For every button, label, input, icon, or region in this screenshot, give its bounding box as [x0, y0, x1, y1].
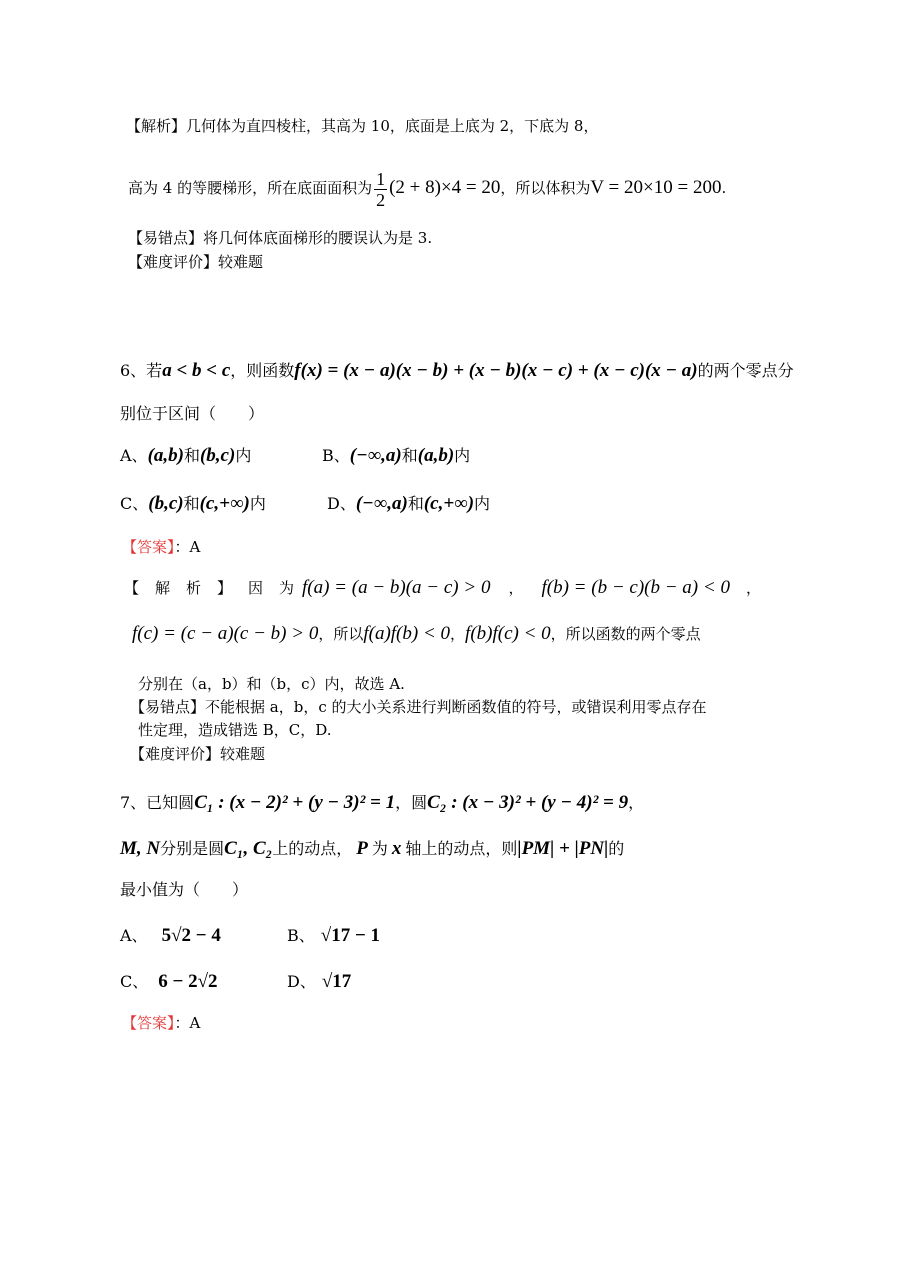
q6-stem-line1 — [120, 358, 794, 384]
q6-option-a-and: 和 — [183, 446, 200, 465]
q6-analysis-line1 — [124, 576, 310, 600]
q6-option-b-math2: (a,b) — [417, 445, 455, 466]
q7-option-c-label: C、 — [120, 972, 149, 991]
q6-analysis-comma2: ， — [745, 579, 761, 597]
q7-option-d-label: D、 — [287, 972, 316, 991]
q6-option-a-in: 内 — [235, 446, 252, 465]
q6-answer-label: 【答案】 — [122, 538, 175, 556]
q6-option-d-in: 内 — [474, 494, 491, 513]
q7-circle1: C₁ : (x − 2)² + (y − 3)² = 1 — [194, 792, 396, 813]
q6-function: f(x) = (x − a)(x − b) + (x − b)(x − c) + (x − c)(x − a) — [294, 360, 698, 381]
q7-line2-d: 轴上的动点，则 — [405, 839, 518, 858]
q6-option-d-math1: (−∞,a) — [355, 493, 408, 514]
q6-option-d-math2: (c,+∞) — [423, 493, 475, 514]
q6-stem-line2: 别位于区间（ ） — [120, 404, 265, 423]
q6-option-c-and: 和 — [183, 494, 200, 513]
q7-option-a-label: A、 — [120, 926, 148, 945]
q6-analysis-comma3: ， — [450, 625, 466, 643]
q6-analysis-line2 — [132, 622, 701, 646]
q5-difficulty: 【难度评价】较难题 — [128, 253, 264, 271]
q7-stem-mid: ，圆 — [395, 793, 428, 812]
q6-analysis-fbfc: f(b)f(c) < 0 — [465, 623, 551, 644]
q7-option-b — [287, 924, 380, 948]
q7-answer-value: ：A — [174, 1014, 201, 1032]
q7-answer-label: 【答案】 — [122, 1014, 175, 1032]
q6-analysis-fa: f(a) = (a − b)(a − c) > 0 — [302, 577, 491, 598]
q7-line2-c: 为 — [371, 839, 388, 858]
q7-option-d — [287, 970, 351, 994]
q6-analysis-so1: ，所以 — [318, 625, 364, 643]
q6-option-c-math2: (c,+∞) — [199, 493, 250, 514]
q6-option-a-label: A、 — [120, 446, 148, 465]
q7-line2-b: 上的动点， — [272, 839, 353, 858]
q7-option-a — [120, 924, 221, 948]
q6-error-point-line2: 性定理，造成错选 B，C，D. — [138, 721, 332, 739]
q6-option-c — [120, 492, 266, 516]
q6-option-a-math1: (a,b) — [147, 445, 184, 466]
q6-analysis-fc: f(c) = (c − a)(c − b) > 0 — [132, 623, 319, 644]
q7-stem-line1 — [120, 790, 644, 816]
q7-p: P — [356, 838, 368, 859]
q7-option-c-math: 6 − 2√2 — [158, 971, 218, 992]
q6-option-d-label: D、 — [327, 494, 356, 513]
q6-option-a — [120, 444, 251, 468]
q6-analysis-fb: f(b) = (b − c)(b − a) < 0 — [541, 577, 730, 598]
q5-analysis-line1: 【解析】几何体为直四棱柱，其高为 10，底面是上底为 2，下底为 8， — [126, 117, 599, 135]
q7-option-d-math: √17 — [321, 971, 352, 992]
q5-analysis-text-pre: 高为 4 的等腰梯形，所在底面面积为 — [128, 179, 373, 197]
q5-area-formula: (2 + 8)×4 = 20 — [389, 177, 501, 198]
q6-option-c-math1: (b,c) — [148, 493, 184, 514]
q6-error-point-line1: 【易错点】不能根据 a，b，c 的大小关系进行判断函数值的符号，或错误利用零点存在 — [130, 698, 707, 716]
q6-stem-post: 的两个零点分 — [697, 361, 794, 380]
q7-option-a-math: 5√2 − 4 — [161, 925, 221, 946]
q5-analysis-line2 — [128, 168, 726, 208]
q7-line2-a: 分别是圆 — [160, 839, 225, 858]
q6-analysis-so2: ，所以函数的两个零点 — [550, 625, 701, 643]
q6-stem-pre: 6、若 — [120, 361, 163, 380]
q7-option-b-label: B、 — [287, 926, 315, 945]
q6-option-b-label: B、 — [322, 446, 350, 465]
q6-analysis-comma1: ， — [508, 579, 524, 597]
q7-circle2: C₂ : (x − 3)² + (y − 4)² = 9 — [427, 792, 629, 813]
q7-stem-pre: 7、已知圆 — [120, 793, 195, 812]
q5-analysis-text-mid: ，所以体积为 — [500, 179, 591, 197]
q6-analysis-line1-math — [302, 576, 761, 600]
q7-option-b-math: √17 − 1 — [320, 925, 381, 946]
q5-volume-formula: V = 20×10 = 200 — [590, 177, 722, 198]
q7-stem-comma: ， — [628, 793, 645, 812]
q7-stem-line3: 最小值为（ ） — [120, 880, 249, 899]
q5-fraction-denominator: 2 — [376, 189, 386, 210]
q6-analysis-line3: 分别在（a，b）和（b，c）内，故选 A. — [138, 675, 405, 693]
q6-answer-value: ：A — [174, 538, 201, 556]
q6-analysis-fafb: f(a)f(b) < 0 — [363, 623, 451, 644]
q7-answer — [122, 1013, 200, 1033]
q7-line2-e: 的 — [608, 839, 625, 858]
q7-c1c2: C₁, C₂ — [224, 838, 273, 859]
q6-analysis-label: 【解析】因为 — [124, 579, 311, 597]
q6-option-b-math1: (−∞,a) — [349, 445, 402, 466]
q6-option-b-in: 内 — [454, 446, 471, 465]
q6-option-d-and: 和 — [407, 494, 424, 513]
q7-x: x — [391, 838, 402, 859]
q7-mn: M, N — [120, 838, 161, 859]
q6-option-c-label: C、 — [120, 494, 149, 513]
q5-analysis-text-end: . — [721, 179, 727, 197]
q6-option-a-math2: (b,c) — [199, 445, 236, 466]
q6-option-d — [327, 492, 490, 516]
q6-option-c-in: 内 — [249, 494, 266, 513]
q6-option-b — [322, 444, 470, 468]
q7-expr: |PM| + |PN| — [517, 838, 609, 859]
q5-error-point: 【易错点】将几何体底面梯形的腰误认为是 3. — [128, 229, 433, 247]
q6-stem-mid: ，则函数 — [230, 361, 295, 380]
q6-option-b-and: 和 — [401, 446, 418, 465]
q7-stem-line2 — [120, 836, 624, 862]
q6-difficulty: 【难度评价】较难题 — [130, 745, 266, 763]
q7-option-c — [120, 970, 218, 994]
q5-fraction-numerator: 1 — [376, 168, 386, 189]
q6-condition: a < b < c — [162, 360, 231, 381]
q5-fraction — [374, 169, 387, 210]
q6-answer — [122, 537, 200, 557]
